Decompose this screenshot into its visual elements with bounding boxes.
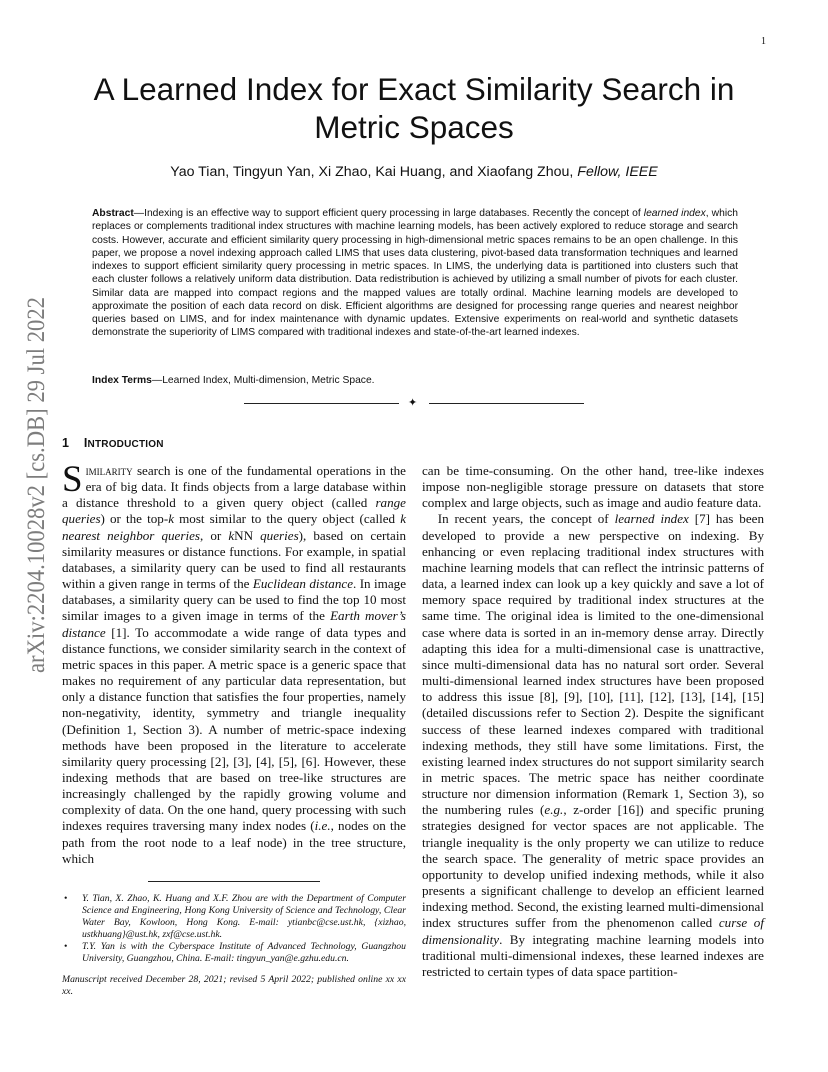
- separator-rule-left: [244, 403, 399, 404]
- index-terms-text: —Learned Index, Multi-dimension, Metric Space.: [151, 375, 375, 386]
- abstract-text-1: —Indexing is an effective way to support efficient query processing in large databases. Recently the concept of: [133, 208, 644, 219]
- right-column: [422, 463, 764, 980]
- abstract-text-2: , which replaces or complements traditional index structures with machine learning models, has been actively explored to reduce storage and search costs. However, accurate and efficient similarity query processing in high-dimensional metric spaces remains to be an open challenge. In this paper, we propose a novel indexing approach called LIMS that uses data clustering, pivot-based data transformation techniques and learned indexes to support efficient similarity query processing in metric spaces. In LIMS, the underlying data is partitioned into clusters such that each cluster follows a relatively uniform data distribution. Data redistribution is achieved by utilizing a small number of pivots for each cluster. Similar data are mapped into compact regions and the mapped values are totally ordinal. Machine learning models are developed to approximate the position of each data record on disk. Efficient algorithms are designed for processing range queries and nearest neighbor queries based on LIMS, and for index maintenance with dynamic updates. Extensive experiments on real-world and synthetic datasets demonstrate the superiority of LIMS compared with traditional indexes and state-of-the-art learned indexes.: [92, 208, 739, 339]
- section-separator: [244, 397, 584, 409]
- footnote-text: Y. Tian, X. Zhao, K. Huang and X.F. Zhou are with the Department of Computer Science and Engineering, Hong Kong University of Science and Technology, Clear Water Bay, Kowloon, Hong Kong. E-mail: ytianbc@cse.ust.hk, {xizhao, ustkhuang}@ust.hk, zxf@cse.ust.hk.: [82, 893, 406, 940]
- author-names: Yao Tian, Tingyun Yan, Xi Zhao, Kai Huang, and Xiaofang Zhou,: [170, 164, 574, 180]
- abstract-emphasis: learned index: [643, 208, 706, 219]
- section-title-rest: NTRODUCTION: [87, 439, 164, 450]
- index-terms-label: Index Terms: [92, 375, 152, 386]
- arxiv-watermark: [4, 257, 56, 675]
- title-line-1: A Learned Index for Exact Similarity Search in: [93, 71, 735, 107]
- author-fellow: Fellow, IEEE: [577, 164, 658, 180]
- footnote-rule: [148, 881, 320, 882]
- bullet-icon: •: [64, 893, 68, 904]
- drop-cap: S: [62, 459, 83, 500]
- left-column: [62, 459, 407, 867]
- arxiv-watermark-text: arXiv:2204.10028v2 [cs.DB] 29 Jul 2022: [23, 257, 50, 673]
- paragraph: In recent years, the concept of learned index [7] has been developed to provide a new perspective on indexing. By enhancing or even replacing traditional index structures with machine learning models that can reflect the intrinsic patterns of data, a learned index can look up a key quickly and save a lot of memory space required by traditional index structures at the same time. The original idea is limited to the one-dimensional case where data is sorted in an in-memory dense array. Directly adapting this idea for a multi-dimensional case is unattractive, since multi-dimensional data has no natural sort order. Several multi-dimensional learned index structures have been proposed to address this issue [8], [9], [10], [11], [12], [13], [14], [15] (detailed discussions refer to Section 2). Despite the significant success of these learned indexes compared with traditional indexing methods, they still have some limitations. First, the existing learned index structures do not support similarity search in metric spaces. The metric space has neither coordinate structure nor dimension information (Remark 1, Section 3), so the numbering rules (e.g., z-order [16]) and specific pruning strategies designed for vector spaces are not applicable. The triangle inequality is the only property we can utilize to reduce the search space. The generality of metric space provides an opportunity to develop unified indexing methods, while it also presents a significant challenge to develop an efficient learned indexing method. Second, the existing learned multi-dimensional index structures suffer from the phenomenon called curse of dimensionality. By integrating machine learning models into traditional multi-dimensional indexes, these learned indexes are restricted to certain types of data space partition-: [422, 511, 765, 979]
- author-list: [60, 164, 768, 180]
- paragraph: Similarity search is one of the fundamental operations in the era of big data. It finds objects from a large database within a distance threshold to a given query object (called range queries) or the top-k most similar to the query object (called k nearest neighbor queries, or kNN queries), based on certain similarity measures or distance functions. For example, in spatial databases, a similarity query can be used to find all restaurants within a given range in terms of the Euclidean distance. In image databases, a similarity query can be used to find the top 10 most similar images to a given image in terms of the Earth mover’s distance [1]. To accommodate a wide range of data types and distance functions, we consider similarity search in the context of metric spaces in this paper. A metric space is a generic space that makes no requirement of any particular data representation, but only a distance function that satisfies the four properties, namely non-negativity, identity, symmetry and triangle inequality (Definition 1, Section 3). A number of metric-space indexing methods have been proposed in the literature to accelerate similarity query processing [2], [3], [4], [5], [6]. However, these indexing methods that are based on tree-like structures are increasingly challenged by the rapidly growing volume and complexity of data. On the one hand, query processing with such indexes requires traversing many index nodes (i.e., nodes on the path from the root node to a leaf node) in the tree structure, which: [62, 459, 407, 866]
- manuscript-note: Manuscript received December 28, 2021; revised 5 April 2022; published online xx xx xx.: [62, 974, 406, 998]
- footnotes: [62, 893, 406, 998]
- footnote-text: T.Y. Yan is with the Cyberspace Institute of Advanced Technology, Guangzhou University, Guangzhou, China. E-mail: tingyun_yan@e.gzhu.edu.cn.: [82, 940, 406, 964]
- footnote-item: [62, 893, 406, 941]
- paper-title: [60, 70, 768, 146]
- bullet-icon: •: [64, 940, 68, 952]
- abstract-label: Abstract: [92, 208, 134, 219]
- section-number: 1: [62, 436, 70, 450]
- section-title-initial: I: [83, 436, 88, 450]
- index-terms: [92, 375, 738, 386]
- footnote-item: [62, 941, 406, 965]
- page-number: 1: [761, 36, 766, 47]
- separator-diamond-icon: ✦: [408, 397, 418, 409]
- section-heading: [62, 436, 164, 450]
- title-line-2: Metric Spaces: [314, 109, 514, 145]
- smallcaps-word: imilarity: [85, 463, 133, 478]
- paragraph: can be time-consuming. On the other hand, tree-like indexes impose non-negligible storage pressure on datasets that store complex and large objects, such as image and audio feature data.: [422, 463, 764, 511]
- separator-rule-right: [429, 403, 584, 404]
- abstract: [92, 207, 738, 340]
